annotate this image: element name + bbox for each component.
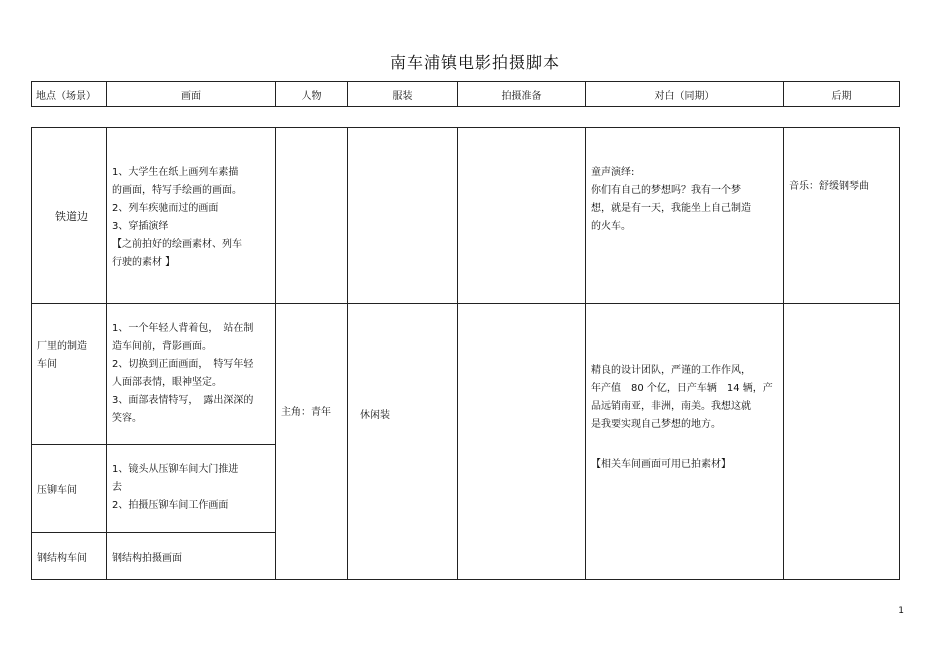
page-title: 南车浦镇电影拍摄脚本 [389,53,560,72]
post-text: 音乐：舒缓钢琴曲 [789,181,869,192]
dialogue-line: 你们有自己的梦想吗？我有一个梦 [591,185,741,196]
location-text: 钢结构车间 [37,552,87,564]
scene-line: 【之前拍好的绘画素材、列车 [112,239,242,250]
person-text: 主角：青年 [281,407,331,418]
header-scene: 画面 [107,82,276,107]
dialogue-cell [586,128,784,304]
post-cell [784,304,900,580]
location-cell [32,445,107,533]
scene-line: 钢结构拍摄画面 [112,552,182,564]
scene-line: 1、镜头从压铆车间大门推进 [112,464,239,475]
scene-cell [107,128,276,304]
header-location: 地点（场景） [32,82,107,107]
scene-line: 去 [112,482,122,493]
dialogue-line: 的火车。 [591,221,631,232]
dialogue-line: 童声演绎: [591,167,635,178]
scene-line: 2、列车疾驰而过的画面 [112,203,219,214]
script-table [31,127,900,580]
costume-cell [348,128,458,304]
scene-cell [107,304,276,445]
header-post: 后期 [784,82,900,107]
scene-line: 1、大学生在纸上画列车素描 [112,167,239,178]
scene-line: 造车间前，背影画面。 [112,341,212,352]
header-prep: 拍摄准备 [458,82,586,107]
dialogue-line: 品远销南亚，非洲，南美。我想这就 [591,401,751,412]
header-person: 人物 [276,82,348,107]
location-text: 车间 [37,359,57,370]
dialogue-note: 【相关车间画面可用已拍素材】 [591,459,731,470]
location-text: 厂里的制造 [37,341,87,352]
scene-line: 3、面部表情特写， 露出深深的 [112,395,254,406]
scene-line: 行驶的素材 】 [112,257,176,268]
header-table [31,81,900,107]
scene-line: 人面部表情，眼神坚定。 [112,377,222,388]
location-cell [32,533,107,580]
scene-line: 1、一个年轻人背着包， 站在制 [112,323,254,334]
costume-cell [348,304,458,580]
person-cell [276,304,348,580]
location-cell [32,304,107,445]
scene-cell [107,533,276,580]
scene-line: 的画面，特写手绘画的画面。 [112,185,242,196]
dialogue-line: 精良的设计团队，严谨的工作作风， [591,365,751,376]
scene-line: 2、切换到正面画面， 特写年轻 [112,359,254,370]
dialogue-line: 想，就是有一天，我能坐上自己制造 [591,203,751,214]
location-text: 铁道边 [55,209,88,223]
person-cell [276,128,348,304]
dialogue-line: 年产值 80 个亿，日产车辆 14 辆，产 [591,383,773,394]
page-number: 1 [898,606,904,616]
scene-line: 笑容。 [112,413,142,424]
table-row [32,128,900,304]
post-cell [784,128,900,304]
dialogue-line: 是我要实现自己梦想的地方。 [591,419,721,430]
costume-text: 休闲装 [360,410,390,421]
dialogue-cell [586,304,784,580]
header-dialogue: 对白（同期） [586,82,784,107]
location-text: 压铆车间 [37,485,77,496]
header-costume: 服装 [348,82,458,107]
scene-cell [107,445,276,533]
table-row [32,304,900,445]
scene-line: 3、穿插演绎 [112,221,169,232]
prep-cell [458,128,586,304]
scene-line: 2、拍摄压铆车间工作画面 [112,500,229,511]
location-cell [32,128,107,304]
prep-cell [458,304,586,580]
